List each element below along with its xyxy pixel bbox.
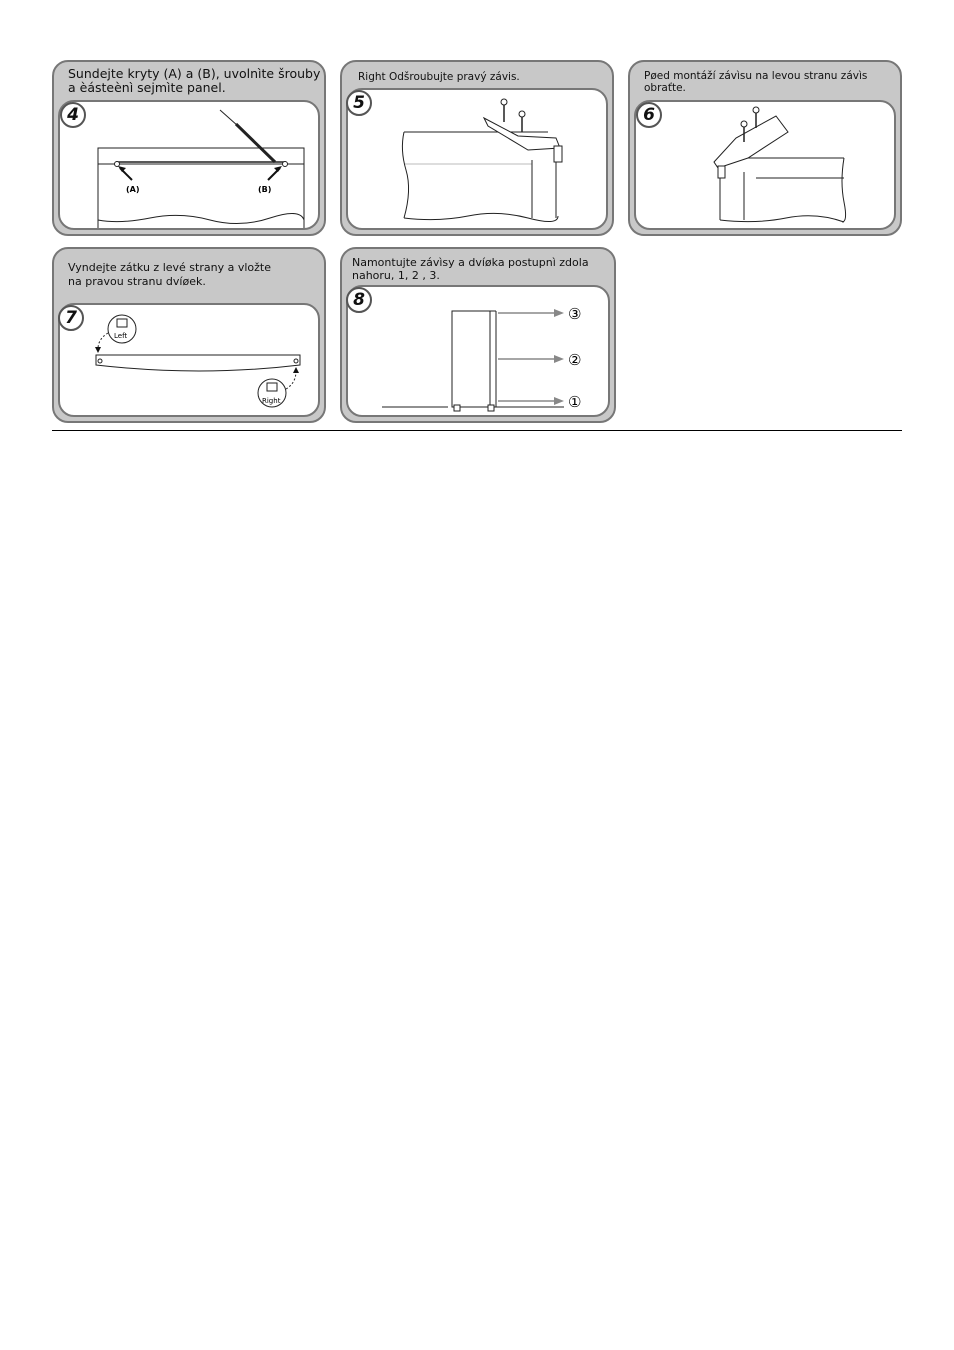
step-7-number: 7: [58, 305, 84, 331]
step-7-illustration-area: [58, 303, 320, 417]
step-6-number: 6: [636, 102, 662, 128]
fridge-body: [452, 311, 490, 407]
step-7-panel: [52, 247, 326, 423]
step-4-number: 4: [60, 102, 86, 128]
step-6-caption: Pøed montáží závìsu na levou stranu závìs obraťte.: [644, 70, 868, 94]
step-4-caption: Sundejte kryty (A) a (B), uvolnìte šrouby a èásteènì sejmìte panel.: [68, 66, 321, 95]
step-5-caption: Right Odšroubujte pravý závis.: [358, 71, 520, 83]
hinge-icon: [714, 116, 788, 168]
step-8-number: 8: [346, 287, 372, 313]
step-4-illustration: [60, 102, 320, 230]
step-4-illustration-area: [58, 100, 320, 230]
step-6-panel: [628, 60, 902, 236]
step-8-illustration: [348, 287, 610, 417]
step-5-illustration-area: [346, 88, 608, 230]
marker-2: ②: [568, 351, 582, 369]
step-5-illustration: [348, 90, 608, 230]
step-6-illustration: [636, 102, 896, 230]
label-a: (A): [126, 185, 140, 194]
step-7-caption: Vyndejte zátku z levé strany a vložte na pravou stranu dvíøek.: [68, 261, 271, 288]
cover-a: [115, 162, 120, 167]
step-8-illustration-area: [346, 285, 610, 417]
screwdriver-icon: [236, 124, 275, 162]
step-7-illustration: [60, 305, 320, 417]
step-4-panel: [52, 60, 326, 236]
step-5-number: 5: [346, 90, 372, 116]
section-divider: [52, 430, 902, 431]
step-8-panel: [340, 247, 616, 423]
door-panel: [96, 355, 300, 371]
cover-b: [283, 162, 288, 167]
step-8-caption: Namontujte závìsy a dvíøka postupnì zdola nahoru, 1, 2 , 3.: [352, 256, 589, 282]
marker-3: ③: [568, 305, 582, 323]
marker-1: ①: [568, 393, 582, 411]
step-5-panel: [340, 60, 614, 236]
label-right: Right: [262, 397, 281, 405]
step-6-illustration-area: [634, 100, 896, 230]
label-left: Left: [114, 332, 128, 340]
label-b: (B): [258, 185, 272, 194]
